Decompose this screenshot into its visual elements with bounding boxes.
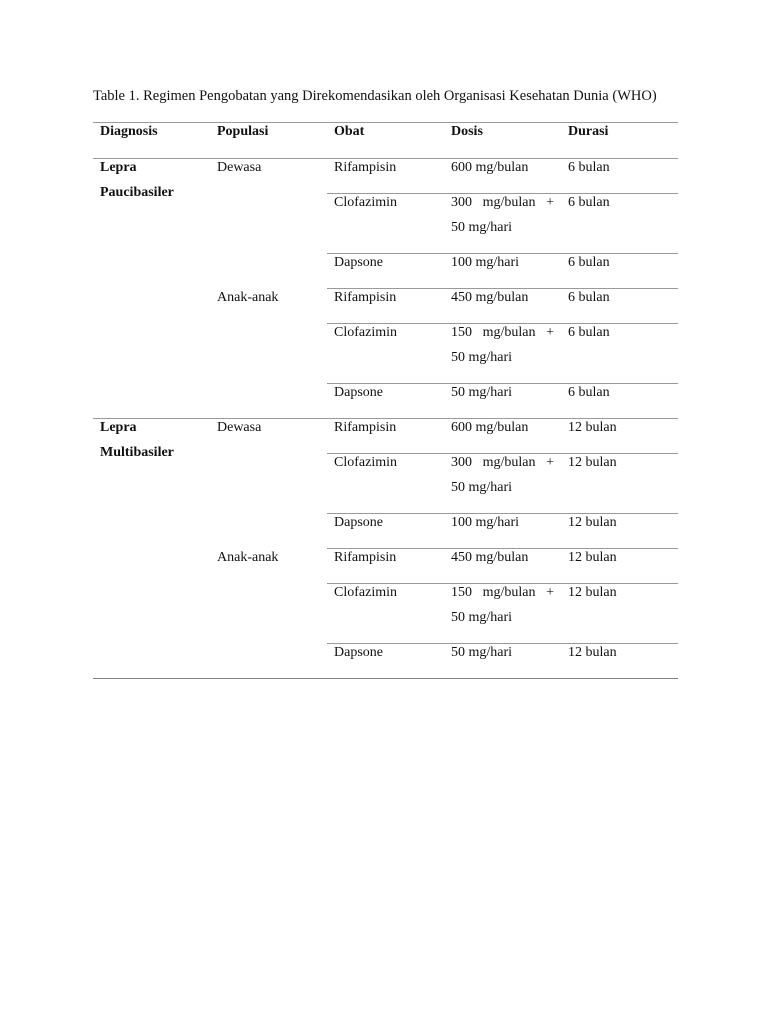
header-populasi: Populasi (210, 123, 327, 159)
header-dosis: Dosis (444, 123, 561, 159)
duration-cell: 12 bulan (561, 644, 678, 679)
dose-cell: 150 mg/bulan + 50 mg/hari (444, 324, 561, 384)
diagnosis-cell (93, 159, 210, 419)
header-durasi: Durasi (561, 123, 678, 159)
table-row (93, 159, 678, 194)
dose-cell: 50 mg/hari (444, 384, 561, 419)
diagnosis-cell (93, 419, 210, 679)
population-cell (210, 549, 327, 679)
table-row (93, 419, 678, 454)
dose-cell: 600 mg/bulan (444, 159, 561, 194)
population-name: Dewasa (217, 160, 262, 175)
dose-cell: 50 mg/hari (444, 644, 561, 679)
drug-cell: Clofazimin (327, 454, 444, 514)
duration-cell: 6 bulan (561, 384, 678, 419)
population-name: Anak-anak (217, 289, 279, 305)
population-name: Dewasa (217, 420, 262, 435)
drug-cell: Clofazimin (327, 584, 444, 644)
drug-cell: Rifampisin (327, 159, 444, 194)
drug-cell: Rifampisin (327, 289, 444, 324)
diagnosis-name: Lepra (100, 160, 137, 175)
table-header-row (93, 123, 678, 159)
population-cell (210, 289, 327, 419)
duration-cell: 6 bulan (561, 159, 678, 194)
regimen-table (93, 122, 678, 679)
population-cell (210, 419, 327, 549)
duration-cell: 12 bulan (561, 584, 678, 644)
drug-cell: Dapsone (327, 644, 444, 679)
duration-cell: 12 bulan (561, 454, 678, 514)
drug-cell: Clofazimin (327, 324, 444, 384)
dose-cell: 600 mg/bulan (444, 419, 561, 454)
diagnosis-name: Paucibasiler (100, 185, 174, 200)
header-diagnosis: Diagnosis (93, 123, 210, 159)
header-obat: Obat (327, 123, 444, 159)
drug-cell: Dapsone (327, 384, 444, 419)
table-caption: Table 1. Regimen Pengobatan yang Direkomendasikan oleh Organisasi Kesehatan Dunia (WHO) (93, 88, 657, 104)
diagnosis-name: Multibasiler (100, 445, 174, 460)
duration-cell: 12 bulan (561, 419, 678, 454)
drug-cell: Rifampisin (327, 549, 444, 584)
duration-cell: 6 bulan (561, 324, 678, 384)
drug-cell: Dapsone (327, 254, 444, 289)
document-page (93, 84, 678, 679)
duration-cell: 6 bulan (561, 194, 678, 254)
drug-cell: Dapsone (327, 514, 444, 549)
dose-cell: 450 mg/bulan (444, 549, 561, 584)
drug-cell: Rifampisin (327, 419, 444, 454)
population-cell (210, 159, 327, 289)
dose-cell: 300 mg/bulan + 50 mg/hari (444, 194, 561, 254)
population-name: Anak-anak (217, 549, 279, 565)
dose-cell: 150 mg/bulan + 50 mg/hari (444, 584, 561, 644)
dose-cell: 300 mg/bulan + 50 mg/hari (444, 454, 561, 514)
duration-cell: 12 bulan (561, 514, 678, 549)
diagnosis-name: Lepra (100, 420, 137, 435)
duration-cell: 6 bulan (561, 254, 678, 289)
dose-cell: 450 mg/bulan (444, 289, 561, 324)
drug-cell: Clofazimin (327, 194, 444, 254)
dose-cell: 100 mg/hari (444, 514, 561, 549)
duration-cell: 12 bulan (561, 549, 678, 584)
duration-cell: 6 bulan (561, 289, 678, 324)
dose-cell: 100 mg/hari (444, 254, 561, 289)
